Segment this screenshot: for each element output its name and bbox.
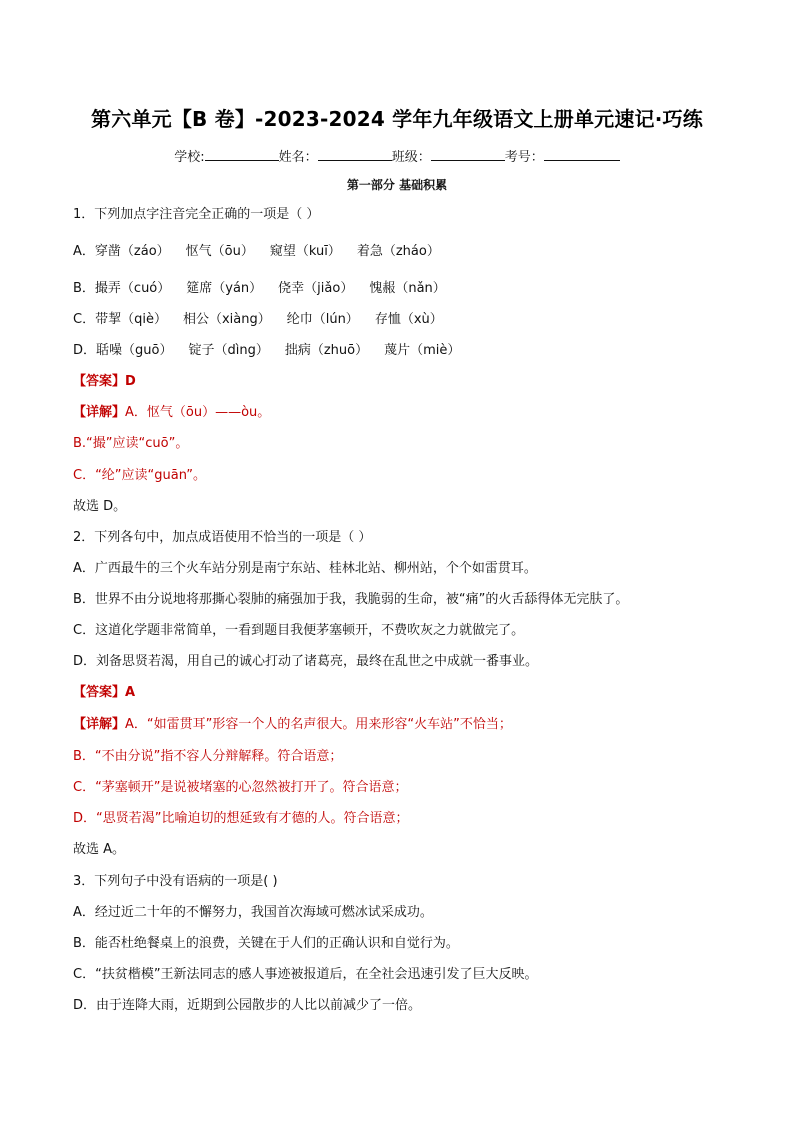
student-info-line	[0, 146, 794, 165]
question-2-option-a: A．广西最牛的三个火车站分别是南宁东站、桂林北站、柳州站，个个如雷贯耳。	[73, 561, 537, 576]
question-1-option-d: D．聒噪（guō） 锭子（dìng） 拙病（zhuō） 蔑片（miè）	[73, 343, 461, 358]
question-1-detail-1: 【详解】A．怄气（ōu）——òu。	[73, 405, 271, 420]
document-title: 第六单元【B 卷】-2023-2024 学年九年级语文上册单元速记·巧练	[91, 107, 703, 131]
question-1-option-a: A．穿凿（záo） 怄气（ōu） 窥望（kuī） 着急（zháo）	[73, 244, 440, 259]
question-3-option-a: A．经过近二十年的不懈努力，我国首次海域可燃冰试采成功。	[73, 905, 433, 920]
question-2-detail-1: 【详解】A．“如雷贯耳”形容一个人的名声很大。用来形容“火车站”不恰当；	[73, 717, 512, 732]
question-2-answer: 【答案】A	[73, 685, 136, 700]
question-2-detail-4: D．“思贤若渴”比喻迫切的想延致有才德的人。符合语意；	[73, 811, 409, 826]
class-label: 班级：	[391, 150, 431, 165]
question-1-answer: 【答案】D	[73, 374, 136, 389]
question-1-conclusion: 故选 D。	[73, 499, 127, 514]
name-blank	[318, 148, 392, 161]
exam-label: 考号：	[504, 150, 544, 165]
question-2-option-b: B．世界不由分说地将那撕心裂肺的痛强加于我，我脆弱的生命，被“痛”的火舌舔得体无完肤了。	[73, 592, 629, 607]
question-2-option-d: D．刘备思贤若渴，用自己的诚心打动了诸葛亮，最终在乱世之中成就一番事业。	[73, 654, 539, 669]
question-1-option-b: B．撮弄（cuó） 筵席（yán） 侥幸（jiǎo） 愧赧（nǎn）	[73, 281, 446, 296]
name-label: 姓名：	[278, 150, 318, 165]
question-3-option-b: B．能否杜绝餐桌上的浪费，关键在于人们的正确认识和自觉行为。	[73, 936, 459, 951]
question-2-stem: 2．下列各句中，加点成语使用不恰当的一项是（ ）	[73, 530, 372, 545]
school-label: 学校:	[174, 150, 205, 165]
question-2-detail-2: B．“不由分说”指不容人分辩解释。符合语意；	[73, 749, 343, 764]
school-blank	[205, 148, 279, 161]
question-1-stem: 1．下列加点字注音完全正确的一项是（ ）	[73, 207, 320, 222]
question-1-option-c: C．带挈（qiè） 相公（xiàng） 纶巾（lún） 存恤（xù）	[73, 312, 443, 327]
question-1-detail-3: C．“纶”应读“guān”。	[73, 468, 207, 483]
question-2-detail-3: C．“茅塞顿开”是说被堵塞的心忽然被打开了。符合语意；	[73, 780, 408, 795]
question-1-detail-2: B.“撮”应读“cuō”。	[73, 436, 189, 451]
section-heading: 第一部分 基础积累	[346, 178, 448, 192]
exam-blank	[544, 148, 620, 161]
class-blank	[431, 148, 505, 161]
question-3-option-c: C．“扶贫楷模”王新法同志的感人事迹被报道后，在全社会迅速引发了巨大反映。	[73, 967, 538, 982]
question-2-option-c: C．这道化学题非常简单，一看到题目我便茅塞顿开，不费吹灰之力就做完了。	[73, 623, 525, 638]
question-3-option-d: D．由于连降大雨，近期到公园散步的人比以前减少了一倍。	[73, 998, 422, 1013]
question-3-stem: 3．下列句子中没有语病的一项是( )	[73, 874, 278, 889]
question-2-conclusion: 故选 A。	[73, 842, 126, 857]
